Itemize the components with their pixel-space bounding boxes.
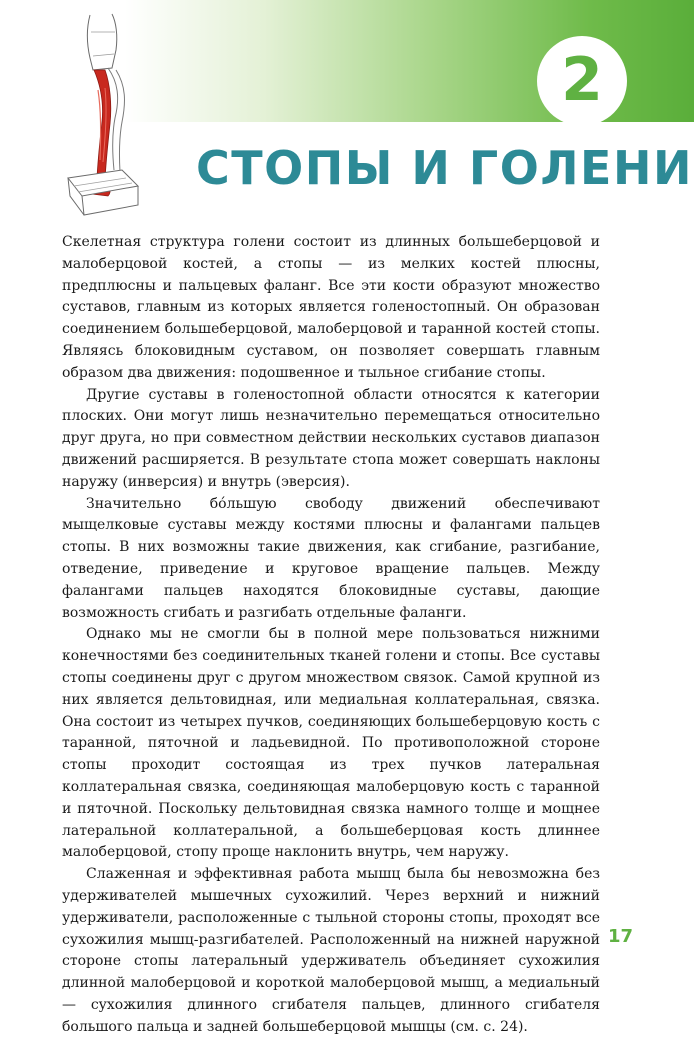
chapter-number-badge [537, 36, 627, 126]
paragraph-4: Однако мы не смогли бы в полной мере пользоваться нижними конечностями без соединительных тканей голени и стопы. Все суставы стопы соединены друг с другом множеством связок. Самой крупной из них является дельтовидная, или медиальная коллатеральная, связка. Она состоит из четырех пучков, соединяющих большеберцовую кость с таранной, пяточной и ладьевидной. По противоположной стороне стопы проходит состоящая из трех пучков латеральная коллатеральная связка, соединяющая малоберцовую кость с таранной и пяточной. Поскольку дельтовидная связка намного толще и мощнее латеральной коллатеральной, а большеберцовая кость длиннее малоберцовой, стопу проще наклонить внутрь, чем наружу. [62, 626, 600, 861]
paragraph-1: Скелетная структура голени состоит из длинных большеберцовой и малоберцовой костей, а стопы — из мелких костей плюсны, предплюсны и пальцевых фаланг. Все эти кости образуют множество суставов, главным из которых является голеностопный. Он образован соединением большеберцовой, малоберцовой и таранной костей стопы. Являясь блоковидным суставом, он позволяет совершать главным образом два движения: подошвенное и тыльное сгибание стопы. [62, 234, 600, 381]
leg-anatomy-illustration [60, 10, 145, 225]
chapter-title: СТОПЫ И ГОЛЕНИ [196, 141, 693, 195]
chapter-number: 2 [561, 45, 603, 115]
paragraph-2: Другие суставы в голеностопной области относятся к категории плоских. Они могут лишь незначительно перемещаться относительно друг друга, но при совместном действии нескольких суставов диапазон движений расширяется. В результате стопа может совершать наклоны наружу (инверсия) и внутрь (эверсия). [62, 386, 600, 490]
paragraph-3: Значительно бóльшую свободу движений обеспечивают мыщелковые суставы между костями плюсны и фалангами пальцев стопы. В них возможны такие движения, как сгибание, разгибание, отведение, приведение и круговое вращение пальцев. Между фалангами пальцев находятся блоковидные суставы, дающие возможность сгибать и разгибать отдельные фаланги. [62, 495, 600, 621]
page-number: 17 [608, 926, 634, 947]
body-text [62, 232, 600, 1038]
paragraph-5: Слаженная и эффективная работа мышц была бы невозможна без удерживателей мышечных сухожилий. Через верхний и нижний удерживатели, расположенные с тыльной стороны стопы, проходят все сухожилия мышц-разгибателей. Расположенный на нижней наружной стороне стопы латеральный удерживатель объединяет сухожилия длинной малоберцовой и короткой малоберцовой мышц, а медиальный — сухожилия длинного сгибателя пальцев, длинного сгибателя большого пальца и задней большеберцовой мышцы (см. с. 24). [62, 866, 600, 1035]
